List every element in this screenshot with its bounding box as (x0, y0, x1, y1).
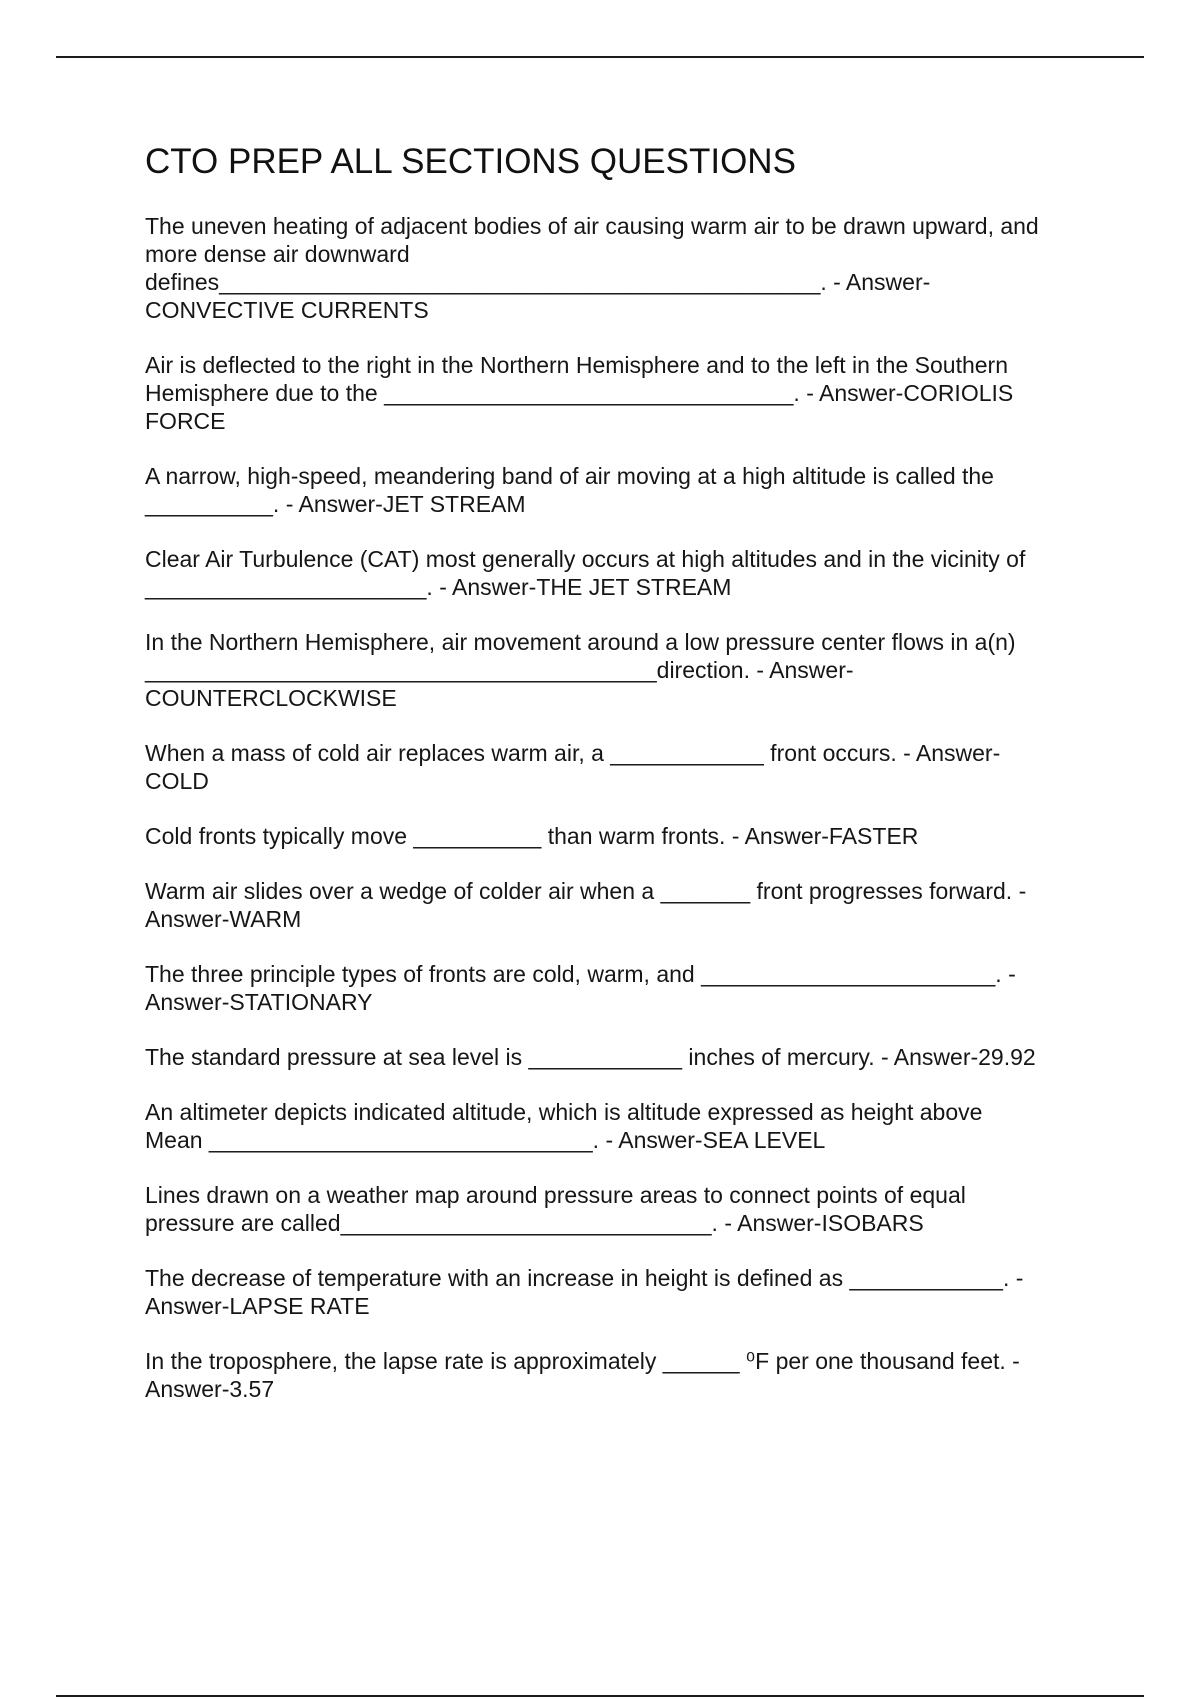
question-answer-item: The standard pressure at sea level is ____________ inches of mercury. - Answer-29.92 (145, 1044, 1036, 1070)
question-answer-item: Clear Air Turbulence (CAT) most generally occurs at high altitudes and in the vicinity of ______________________. - Answer-THE JET STREAM (145, 546, 1026, 600)
question-answer-item: The decrease of temperature with an increase in height is defined as ____________. - Answer-LAPSE RATE (145, 1265, 1024, 1319)
question-answer-item: Warm air slides over a wedge of colder air when a _______ front progresses forward. - Answer-WARM (145, 878, 1027, 932)
bottom-divider (56, 1695, 1144, 1697)
question-answer-item: Lines drawn on a weather map around pressure areas to connect points of equal pressure are called_____________________________. - Answer-ISOBARS (145, 1182, 966, 1236)
question-answer-item: In the Northern Hemisphere, air movement around a low pressure center flows in a(n) ________________________________________direction. - Answer- COUNTERCLOCKWISE (145, 629, 1016, 711)
question-answer-item: The three principle types of fronts are cold, warm, and _______________________. - Answer-STATIONARY (145, 961, 1016, 1015)
document-title: CTO PREP ALL SECTIONS QUESTIONS (145, 142, 796, 181)
question-answer-item: In the troposphere, the lapse rate is approximately ______ ⁰F per one thousand feet. - Answer-3.57 (145, 1348, 1020, 1402)
question-answer-item: Cold fronts typically move __________ than warm fronts. - Answer-FASTER (145, 823, 919, 849)
question-answer-item: When a mass of cold air replaces warm air, a ____________ front occurs. - Answer- COLD (145, 740, 1001, 794)
question-answer-item: The uneven heating of adjacent bodies of air causing warm air to be drawn upward, and more dense air downward defines_______________________________________________. - Answer- CONVECTIVE CURRENTS (145, 213, 1039, 323)
top-divider (56, 56, 1144, 58)
document-body (145, 140, 1095, 1430)
question-answer-item: An altimeter depicts indicated altitude, which is altitude expressed as height above Mean ______________________________. - Answer-SEA LEVEL (145, 1099, 983, 1153)
question-answer-item: Air is deflected to the right in the Northern Hemisphere and to the left in the Southern Hemisphere due to the ________________________________. - Answer-CORIOLIS FORCE (145, 352, 1014, 434)
question-answer-item: A narrow, high-speed, meandering band of air moving at a high altitude is called the __________. - Answer-JET STREAM (145, 463, 994, 517)
